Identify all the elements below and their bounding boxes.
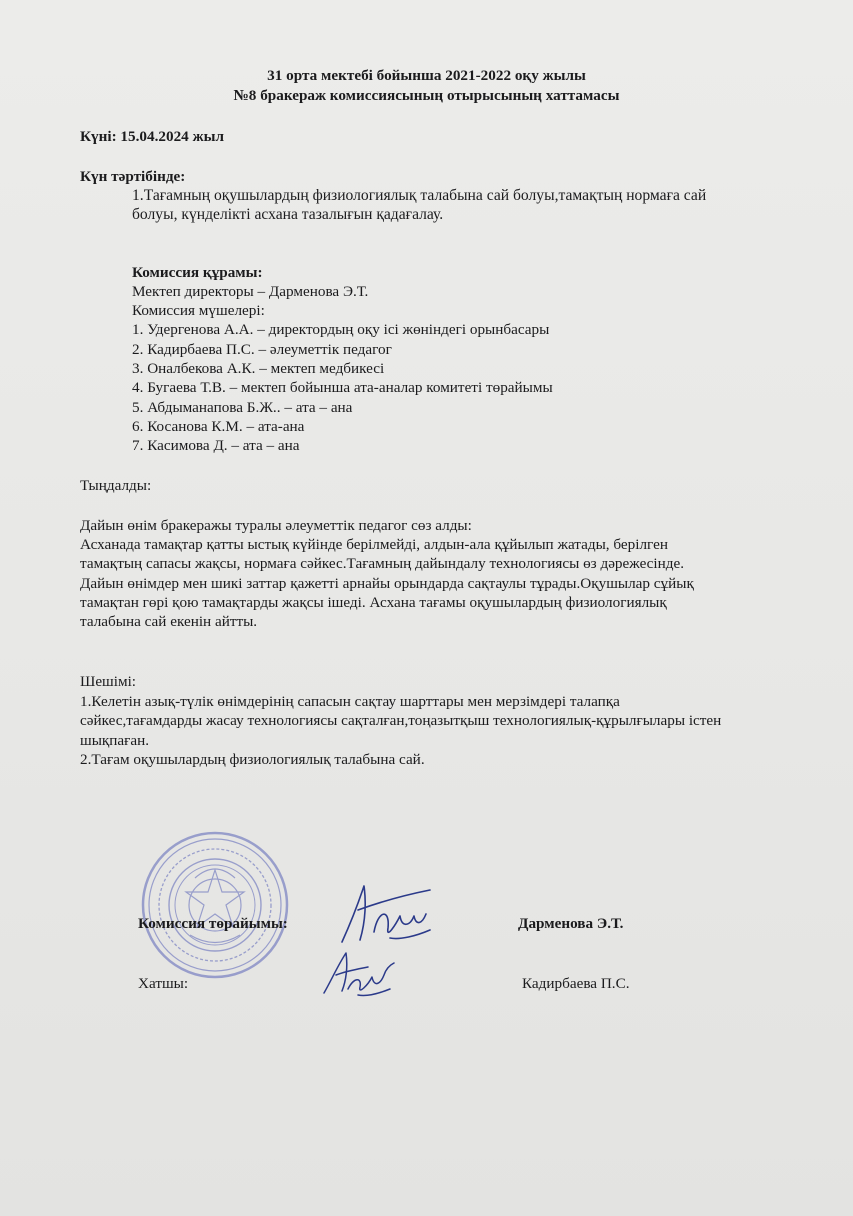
heard-text-line: Дайын өнімдер мен шикі заттар қажетті арнайы орындарда сақтаулы тұрады.Оқушылар сұйық [80,575,694,592]
commission-member: 2. Кадирбаева П.С. – әлеуметтік педагог [132,341,392,358]
chair-label: Комиссия төрайымы: [138,915,288,932]
secretary-signature-icon [318,945,398,1000]
agenda-heading: Күн тәртібінде: [80,168,186,185]
agenda-item-line-1: 1.Тағамның оқушылардың физиологиялық талабына сай болуы,тамақтың нормаға сай [132,187,707,204]
decision-heading: Шешімі: [80,673,137,690]
commission-director: Мектеп директоры – Дарменова Э.Т. [132,283,369,300]
meeting-date: Күні: 15.04.2024 жыл [80,128,224,145]
decision-text-line: 1.Келетін азық-түлік өнімдерінің сапасын сақтау шарттары мен мерзімдері талапқа [80,693,620,710]
commission-member: 7. Касимова Д. – ата – ана [132,437,300,454]
heard-heading: Тыңдалды: [80,477,152,494]
secretary-label: Хатшы: [138,975,189,992]
commission-member: 1. Удергенова А.А. – директордың оқу ісі жөніндегі орынбасары [132,321,550,338]
chair-signature-icon [330,880,440,950]
heard-text-line: тамақтан гөрі қою тамақтарды жақсы ішеді. Асхана тағамы оқушылардың физиологиялық [80,594,667,611]
title-line-2: №8 бракераж комиссиясының отырысының хаттамасы [233,87,620,104]
official-stamp-icon [140,830,290,980]
agenda-item-line-2: болуы, күнделікті асхана тазалығын қадағалау. [132,206,444,223]
title-line-1: 31 орта мектебі бойынша 2021-2022 оқу жылы [267,67,586,84]
heard-text-line: талабына сай екенін айтты. [80,613,258,630]
heard-text-line: Дайын өнім бракеражы туралы әлеуметтік педагог сөз алды: [80,517,472,534]
commission-member: 4. Бугаева Т.В. – мектеп бойынша ата-аналар комитеті төрайымы [132,379,553,396]
commission-member: 6. Косанова К.М. – ата-ана [132,418,305,435]
commission-heading: Комиссия құрамы: [132,264,263,281]
secretary-name: Кадирбаева П.С. [522,975,630,992]
heard-text-line: Асханада тамақтар қатты ыстық күйінде берілмейді, алдын-ала құйылып жатады, берілген [80,536,668,553]
commission-member: 5. Абдыманапова Б.Ж.. – ата – ана [132,399,353,416]
heard-text-line: тамақтың сапасы жақсы, нормаға сәйкес.Тағамның дайындалу технологиясы өз дәрежесінде. [80,555,685,572]
commission-members-heading: Комиссия мүшелері: [132,302,265,319]
decision-text-line: сәйкес,тағамдарды жасау технологиясы сақталған,тоңазытқыш технологиялық-құрылғылары істен [80,712,722,729]
decision-text-line: 2.Тағам оқушылардың физиологиялық талабына сай. [80,751,425,768]
decision-text-line: шықпаған. [80,732,150,749]
commission-member: 3. Оналбекова А.К. – мектеп медбикесі [132,360,385,377]
chair-name: Дарменова Э.Т. [518,915,624,932]
